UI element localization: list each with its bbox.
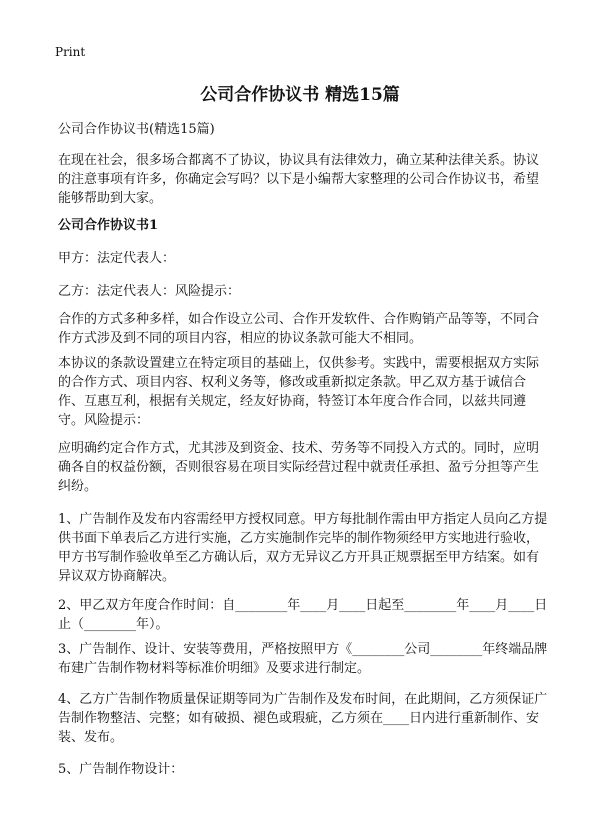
document-subtitle: 公司合作协议书(精选15篇) <box>58 122 215 137</box>
section-heading: 公司合作协议书1 <box>58 218 159 233</box>
clause-1: 1、广告制作及发布内容需经甲方授权同意。甲方每批制作需由甲方指定人员向乙方提供书面下单表后乙方进行实施，乙方实施制作完毕的制作物须经甲方实地进行验收，甲方书写制作验收单至乙方确认后，双方无异议乙方开具正规票据至甲方结案。如有异议双方协商解决。 <box>58 512 548 584</box>
clause-4: 4、乙方广告制作物质量保证期等同为广告制作及发布时间，在此期间，乙方须保证广告制作物整洁、完整；如有破损、褪色或瑕疵，乙方须在____日内进行重新制作、安装、发布。 <box>58 692 548 745</box>
paragraph-cooperation-methods: 合作的方式多种多样，如合作设立公司、合作开发软件、合作购销产品等等，不同合作方式涉及到不同的项目内容，相应的协议条款可能大不相同。 <box>58 312 540 346</box>
paragraph-risk-notice: 应明确约定合作方式，尤其涉及到资金、技术、劳务等不同投入方式的。同时，应明确各自的权益份额，否则很容易在项目实际经营过程中就责任承担、盈亏分担等产生纠纷。 <box>58 441 540 494</box>
document-title: 公司合作协议书 精选15篇 <box>200 85 400 105</box>
party-b-line: 乙方：法定代表人：风险提示： <box>58 284 241 299</box>
clause-2: 2、甲乙双方年度合作时间：自________年____月____日起至________年____月____日止（________年）。 <box>58 598 548 632</box>
intro-paragraph: 在现在社会，很多场合都离不了协议，协议具有法律效力，确立某种法律关系。协议的注意事项有许多，你确定会写吗？以下是小编帮大家整理的公司合作协议书，希望能够帮助到大家。 <box>58 153 540 206</box>
clause-3: 3、广告制作、设计、安装等费用，严格按照甲方《________公司________年终端品牌布建广告制作物材料等标准价明细》及要求进行制定。 <box>58 642 548 676</box>
party-a-line: 甲方：法定代表人： <box>58 251 176 266</box>
clause-5: 5、广告制作物设计： <box>58 762 184 777</box>
paragraph-agreement-basis: 本协议的条款设置建立在特定项目的基础上，仅供参考。实践中，需要根据双方实际的合作方式、项目内容、权利义务等，修改或重新拟定条款。甲乙双方基于诚信合作、互惠互利，根据有关规定，经友好协商，特签订本年度合作合同，以兹共同遵守。风险提示： <box>58 356 540 428</box>
print-label: Print <box>55 45 86 59</box>
